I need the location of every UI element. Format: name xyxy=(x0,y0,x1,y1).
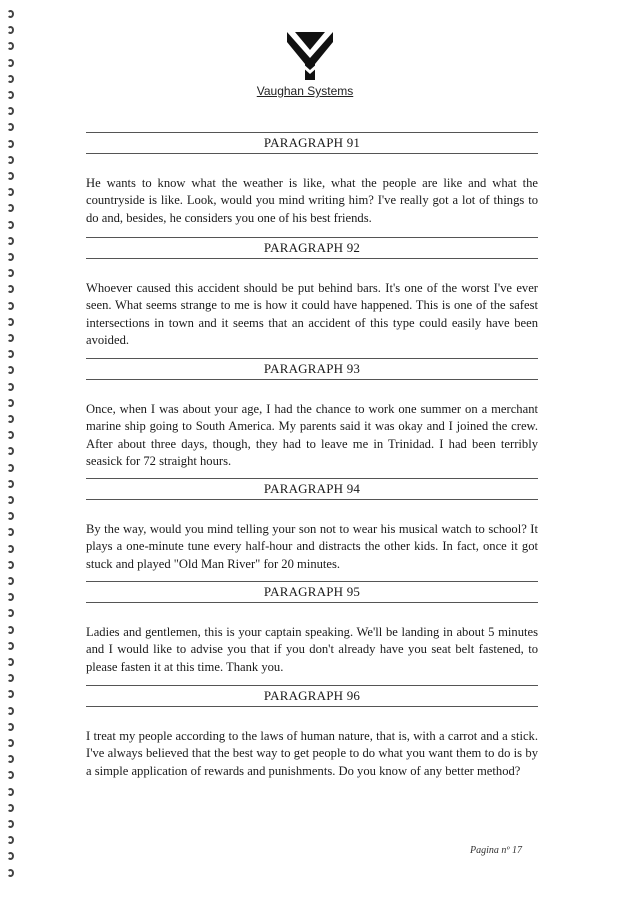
binding-ring xyxy=(7,609,14,617)
binding-ring xyxy=(7,690,14,698)
binding-ring xyxy=(7,674,14,682)
binding-ring xyxy=(7,91,14,99)
binding-ring xyxy=(7,642,14,650)
binding-ring xyxy=(7,399,14,407)
brand-name: Vaughan Systems xyxy=(256,84,354,98)
binding-ring xyxy=(7,10,14,18)
paragraph-heading-band xyxy=(86,685,538,707)
binding-ring xyxy=(7,658,14,666)
binding-ring xyxy=(7,512,14,520)
binding-ring xyxy=(7,75,14,83)
binding-ring xyxy=(7,723,14,731)
spiral-binding xyxy=(4,10,18,890)
paragraph-heading-band xyxy=(86,132,538,154)
binding-ring xyxy=(7,415,14,423)
binding-ring xyxy=(7,771,14,779)
paragraph-heading: PARAGRAPH 91 xyxy=(263,135,361,150)
paragraph-text: I treat my people according to the laws of human nature, that is, with a carrot and a stick. I've always believed that the best way to get people to do what you want them to do is by a simple application of rewards and punishments. Do you know of any better method? xyxy=(86,729,538,778)
binding-ring xyxy=(7,836,14,844)
paragraph-heading: PARAGRAPH 92 xyxy=(263,240,361,255)
binding-ring xyxy=(7,204,14,212)
paragraph-heading: PARAGRAPH 94 xyxy=(263,481,361,496)
binding-ring xyxy=(7,318,14,326)
binding-ring xyxy=(7,285,14,293)
binding-ring xyxy=(7,820,14,828)
binding-ring xyxy=(7,869,14,877)
paragraph-section-93 xyxy=(86,358,538,470)
binding-ring xyxy=(7,123,14,131)
binding-ring xyxy=(7,237,14,245)
paragraph-heading-band xyxy=(86,358,538,380)
binding-ring xyxy=(7,383,14,391)
binding-ring xyxy=(7,221,14,229)
binding-ring xyxy=(7,269,14,277)
binding-ring xyxy=(7,788,14,796)
binding-ring xyxy=(7,334,14,342)
binding-ring xyxy=(7,140,14,148)
binding-ring xyxy=(7,26,14,34)
page-number: Pagina nº 17 xyxy=(470,845,522,856)
binding-ring xyxy=(7,528,14,536)
binding-ring xyxy=(7,431,14,439)
binding-ring xyxy=(7,496,14,504)
binding-ring xyxy=(7,561,14,569)
binding-ring xyxy=(7,577,14,585)
binding-ring xyxy=(7,350,14,358)
paragraph-text: By the way, would you mind telling your son not to wear his musical watch to school? It plays a one-minute tune every half-hour and distracts the other kids. In fact, once it got stuck and played "Old Man River" for 20 minutes. xyxy=(86,522,538,571)
paragraph-text: Once, when I was about your age, I had the chance to work one summer on a merchant marine ship going to South America. My parents said it was okay and I joined the crew. After about three days, though, they had to leave me in Trinidad. I had been terribly seasick for 72 straight hours. xyxy=(86,402,538,468)
paragraph-text: Whoever caused this accident should be put behind bars. It's one of the worst I've ever seen. What seems strange to me is how it could have happened. This is one of the safest intersections in town and it seems that an accident of this type could easily have been avoided. xyxy=(86,281,538,347)
binding-ring xyxy=(7,593,14,601)
binding-ring xyxy=(7,447,14,455)
binding-ring xyxy=(7,852,14,860)
paragraph-section-94 xyxy=(86,478,538,573)
binding-ring xyxy=(7,626,14,634)
binding-ring xyxy=(7,464,14,472)
paragraph-heading: PARAGRAPH 93 xyxy=(263,361,361,376)
paragraph-section-91 xyxy=(86,132,538,227)
binding-ring xyxy=(7,707,14,715)
binding-ring xyxy=(7,59,14,67)
paragraph-text: He wants to know what the weather is like, what the people are like and what the countryside is like. Look, would you mind writing him? I've really got a lot of things to do and, besides, he considers you one of his best friends. xyxy=(86,176,538,225)
binding-ring xyxy=(7,172,14,180)
paragraph-section-96 xyxy=(86,685,538,780)
binding-ring xyxy=(7,253,14,261)
binding-ring xyxy=(7,739,14,747)
binding-ring xyxy=(7,480,14,488)
paragraph-heading-band xyxy=(86,478,538,500)
binding-ring xyxy=(7,366,14,374)
paragraph-heading: PARAGRAPH 96 xyxy=(263,688,361,703)
binding-ring xyxy=(7,42,14,50)
vaughan-systems-logo xyxy=(283,28,337,84)
paragraph-heading: PARAGRAPH 95 xyxy=(263,584,361,599)
binding-ring xyxy=(7,302,14,310)
binding-ring xyxy=(7,545,14,553)
binding-ring xyxy=(7,188,14,196)
binding-ring xyxy=(7,804,14,812)
paragraph-text: Ladies and gentlemen, this is your captain speaking. We'll be landing in about 5 minutes and I would like to advise you that if you don't already have you seat belt fastened, to please fasten it at this time. Thank you. xyxy=(86,625,538,674)
binding-ring xyxy=(7,107,14,115)
binding-ring xyxy=(7,755,14,763)
paragraph-heading-band xyxy=(86,581,538,603)
paragraph-section-92 xyxy=(86,237,538,349)
paragraph-heading-band xyxy=(86,237,538,259)
paragraph-section-95 xyxy=(86,581,538,676)
binding-ring xyxy=(7,156,14,164)
